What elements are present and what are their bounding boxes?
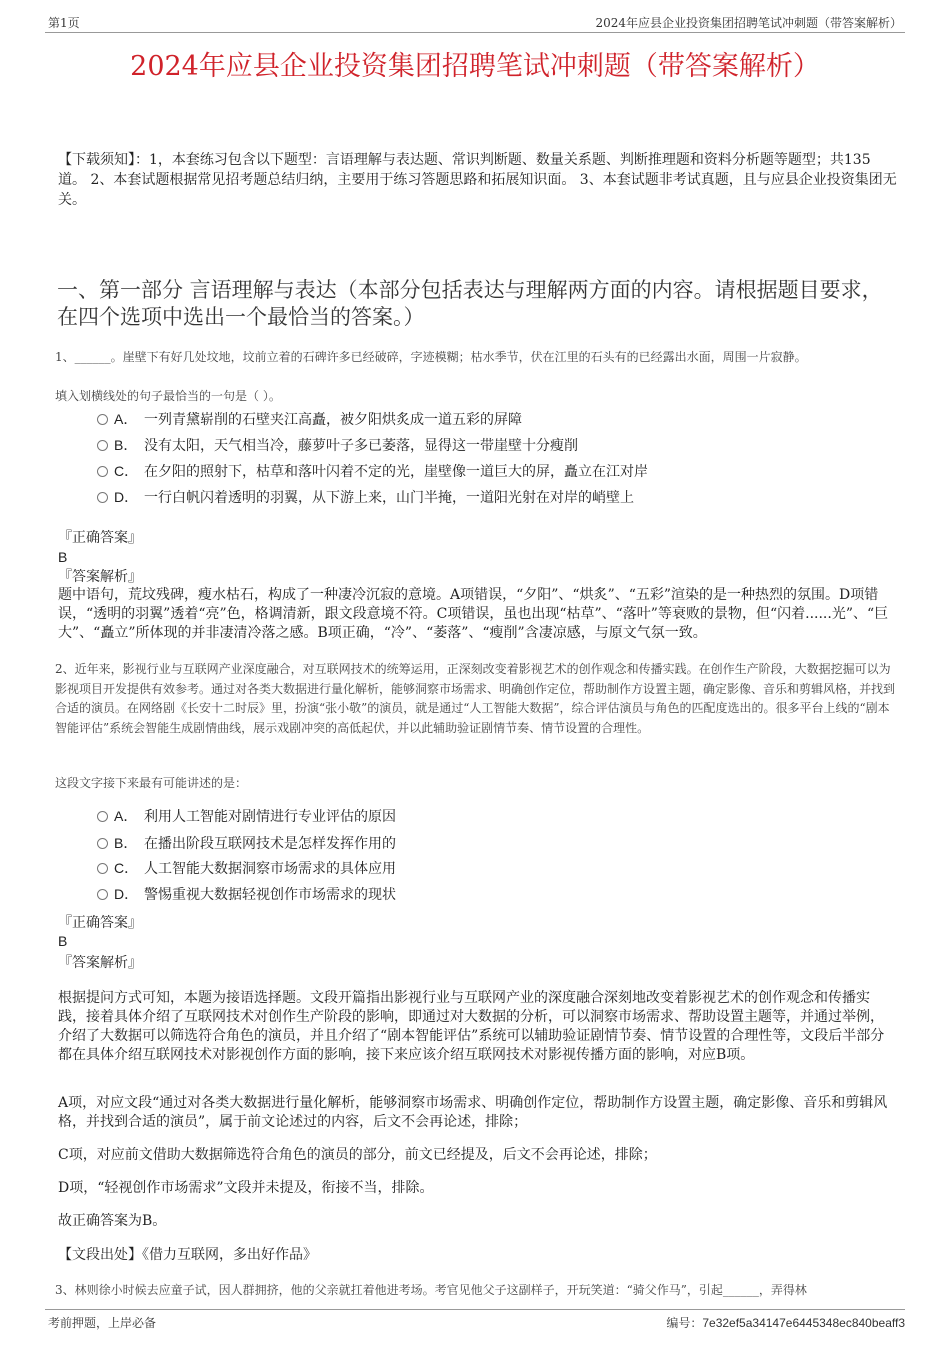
option-text: 在夕阳的照射下，枯草和落叶闪着不定的光，崖壁像一道巨大的屏，矗立在江对岸 bbox=[144, 464, 648, 480]
q1-analysis: 题中语句，荒坟残碑，瘦水枯石，构成了一种凄冷沉寂的意境。A项错误，“夕阳”、“烘炙”、“五彩”渲染的是一种热烈的氛围。D项错误，“透明的羽翼”透着“亮”色，格调清新，跟文段意境不符。C项错误，虽也出现“枯草”、“落叶”等衰败的景物，但“闪着......光”、“巨大”、“矗立”所体现的并非凄清冷落之感。B项正确，“冷”、“萎落”、“瘦削”含凄凉感，与原文气氛一致。 bbox=[58, 587, 889, 641]
option-letter: D． bbox=[114, 489, 139, 505]
footer-slogan: 考前押题，上岸必备 bbox=[48, 1316, 157, 1330]
q3-stem: 3、林则徐小时候去应童子试，因人群拥挤，他的父亲就扛着他进考场。考官见他父子这副样子，开玩笑道：“骑父作马”，引起______，弄得林 bbox=[55, 1283, 807, 1297]
q1-answer: B bbox=[58, 549, 68, 565]
option-text: 在播出阶段互联网技术是怎样发挥作用的 bbox=[144, 836, 396, 852]
footer-divider bbox=[45, 1309, 905, 1310]
option-text: 一行白帆闪着透明的羽翼，从下游上来，山门半掩，一道阳光射在对岸的峭壁上 bbox=[144, 490, 634, 506]
radio-icon[interactable] bbox=[97, 811, 108, 822]
q2-analysis-p1: 根据提问方式可知，本题为接语选择题。文段开篇指出影视行业与互联网产业的深度融合深刻地改变着影视艺术的创作观念和传播实践，接着具体介绍了互联网技术对创作生产阶段的影响，即通过对大数据的分析，可以洞察市场需求、帮助设置主题等，并通过举例，介绍了大数据可以筛选符合角色的演员，并且介绍了“剧本智能评估”系统可以辅助验证剧情节奏、情节设置的合理性等，文段后半部分都在具体介绍互联网技术对影视创作方面的影响，接下来应该介绍互联网技术对影视传播方面的影响，对应B项。 bbox=[58, 990, 885, 1063]
q2-option-d[interactable] bbox=[97, 883, 396, 905]
option-letter: C． bbox=[114, 463, 139, 479]
q2-option-a[interactable] bbox=[97, 805, 396, 827]
option-text: 没有太阳，天气相当冷，藤萝叶子多已萎落，显得这一带崖壁十分瘦削 bbox=[144, 438, 578, 454]
q1-stem: 1、______。崖壁下有好几处坟地，坟前立着的石碑许多已经破碎，字迹模糊；枯水季节，伏在江里的石头有的已经露出水面，周围一片寂静。 bbox=[55, 350, 807, 364]
option-letter: D． bbox=[114, 886, 139, 902]
option-text: 人工智能大数据洞察市场需求的具体应用 bbox=[144, 861, 396, 877]
option-letter: C． bbox=[114, 860, 139, 876]
radio-icon[interactable] bbox=[97, 414, 108, 425]
q2-analysis-label: 『答案解析』 bbox=[58, 955, 142, 971]
q1-correct-answer-label: 『正确答案』 bbox=[58, 530, 142, 546]
q2-option-c[interactable] bbox=[97, 857, 396, 879]
radio-icon[interactable] bbox=[97, 466, 108, 477]
header-divider bbox=[45, 32, 905, 33]
download-notice: 【下载须知】：1，本套练习包含以下题型：言语理解与表达题、常识判断题、数量关系题、判断推理题和资料分析题等题型；共135道。 2、本套试题根据常见招考题总结归纳，主要用于练习答题思路和拓展知识面。 3、本套试题非考试真题，且与应县企业投资集团无关。 bbox=[58, 152, 897, 208]
q1-option-d[interactable] bbox=[97, 486, 634, 508]
q2-analysis-p2: A项，对应文段“通过对各类大数据进行量化解析，能够洞察市场需求、明确创作定位，帮助制作方设置主题，确定影像、音乐和剪辑风格，并找到合适的演员”，属于前文论述过的内容，后文不会再论述，排除； bbox=[58, 1095, 888, 1130]
footer-code-value: 7e32ef5a34147e6445348ec840beaff3 bbox=[702, 1316, 905, 1330]
header-page-label: 第1页 bbox=[48, 16, 80, 30]
q1-analysis-label: 『答案解析』 bbox=[58, 569, 142, 585]
section-heading: 一、第一部分 言语理解与表达（本部分包括表达与理解两方面的内容。请根据题目要求，在四个选项中选出一个最恰当的答案。） bbox=[57, 278, 883, 329]
q1-option-b[interactable] bbox=[97, 434, 578, 456]
q2-analysis-p4: D项，“轻视创作市场需求”文段并未提及，衔接不当，排除。 bbox=[58, 1180, 434, 1196]
q2-correct-answer-label: 『正确答案』 bbox=[58, 915, 142, 931]
option-letter: A． bbox=[114, 808, 138, 824]
header-doc-title: 2024年应县企业投资集团招聘笔试冲刺题（带答案解析） bbox=[595, 16, 902, 30]
option-text: 一列青黛崭削的石壁夹江高矗，被夕阳烘炙成一道五彩的屏障 bbox=[144, 412, 522, 428]
q2-answer: B bbox=[58, 933, 68, 949]
radio-icon[interactable] bbox=[97, 440, 108, 451]
q1-prompt: 填入划横线处的句子最恰当的一句是（ ）。 bbox=[55, 389, 281, 403]
q2-source: 【文段出处】《借力互联网，多出好作品》 bbox=[58, 1247, 317, 1263]
q2-prompt: 这段文字接下来最有可能讲述的是： bbox=[55, 776, 248, 790]
footer-code-label: 编号： bbox=[666, 1316, 703, 1330]
option-letter: B． bbox=[114, 437, 138, 453]
q2-stem: 2、近年来，影视行业与互联网产业深度融合，对互联网技术的统筹运用，正深刻改变着影视艺术的创作观念和传播实践。在创作生产阶段，大数据挖掘可以为影视项目开发提供有效参考。通过对各类大数据进行量化解析，能够洞察市场需求、明确创作定位，帮助制作方设置主题，确定影像、音乐和剪辑风格，并找到合适的演员。在网络剧《长安十二时辰》里，扮演“张小敬”的演员，就是通过“人工智能大数据”，综合评估演员与角色的匹配度选出的。很多平台上线的“剧本智能评估”系统会智能生成剧情曲线，展示戏剧冲突的高低起伏，并以此辅助验证剧情节奏、情节设置的合理性。 bbox=[55, 662, 896, 735]
q2-option-b[interactable] bbox=[97, 832, 396, 854]
q1-option-c[interactable] bbox=[97, 460, 648, 482]
radio-icon[interactable] bbox=[97, 863, 108, 874]
footer-code bbox=[666, 1314, 905, 1331]
option-text: 警惕重视大数据轻视创作市场需求的现状 bbox=[144, 887, 396, 903]
q2-analysis-p5: 故正确答案为B。 bbox=[58, 1213, 167, 1229]
option-letter: A． bbox=[114, 411, 138, 427]
option-letter: B． bbox=[114, 835, 138, 851]
page-title: 2024年应县企业投资集团招聘笔试冲刺题（带答案解析） bbox=[130, 51, 820, 82]
option-text: 利用人工智能对剧情进行专业评估的原因 bbox=[144, 809, 396, 825]
radio-icon[interactable] bbox=[97, 838, 108, 849]
radio-icon[interactable] bbox=[97, 492, 108, 503]
q1-option-a[interactable] bbox=[97, 408, 522, 430]
radio-icon[interactable] bbox=[97, 889, 108, 900]
q2-analysis-p3: C项，对应前文借助大数据筛选符合角色的演员的部分，前文已经提及，后文不会再论述，排除； bbox=[58, 1147, 657, 1163]
